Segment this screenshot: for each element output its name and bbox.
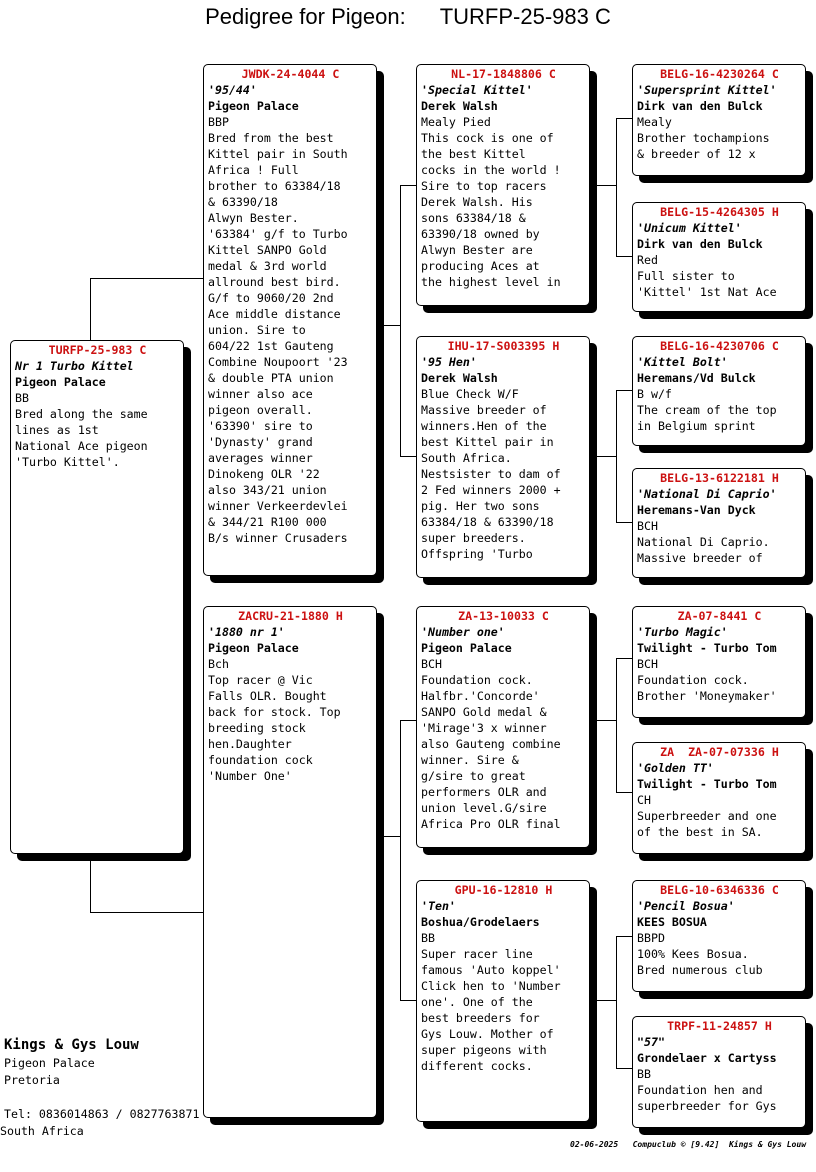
owner-loft: Pigeon Palace (4, 1056, 95, 1070)
colour: BCH (637, 657, 658, 671)
owner-country: South Africa (0, 1124, 84, 1138)
footer-credit: 02-06-2025 Compuclub © [9.42] Kings & Gys Louw (570, 1140, 807, 1149)
breeder: Dirk van den Bulck (637, 99, 763, 113)
owner-phone: Tel: 0836014863 / 0827763871 (4, 1107, 200, 1121)
pigeon-name: '1880 nr 1' (208, 625, 285, 639)
ring-number: IHU-17-S003395 H (447, 339, 560, 353)
pigeon-name: '95/44' (208, 83, 257, 97)
ring-number: BELG-10-6346336 C (660, 883, 779, 897)
breeder: Pigeon Palace (208, 641, 299, 655)
connector (90, 858, 91, 912)
ring-number: NL-17-1848806 C (451, 67, 556, 81)
connector (616, 390, 633, 391)
pigeon-card-dsd[interactable] (632, 742, 806, 854)
connector (616, 792, 633, 793)
connector (400, 720, 401, 1000)
breeder: Dirk van den Bulck (637, 237, 763, 251)
colour: B w/f (637, 387, 672, 401)
notes: Brother tochampions & breeder of 12 x (637, 131, 770, 161)
connector (616, 936, 617, 1068)
connector (616, 1068, 633, 1069)
breeder: Derek Walsh (421, 99, 498, 113)
connector (590, 185, 616, 186)
pigeon-card-subject[interactable] (10, 340, 184, 854)
owner-name: Kings & Gys Louw (4, 1037, 139, 1053)
notes: Foundation cock. Halfbr.'Concorde' SANPO Gold medal & 'Mirage'3 x winner also Gauteng combine winner. Sire & g/sire to great performers OLR and union level.G/sire Africa Pro OLR final (421, 673, 561, 831)
pigeon-name: 'Special Kittel' (421, 83, 533, 97)
connector (400, 1000, 417, 1001)
connector (616, 256, 633, 257)
colour: Mealy (637, 115, 672, 129)
pigeon-card-dam[interactable] (203, 606, 377, 1118)
pigeon-card-dam-dam[interactable] (416, 880, 590, 1122)
colour: Bch (208, 657, 229, 671)
notes: Bred along the same lines as 1st National Ace pigeon 'Turbo Kittel'. (15, 407, 148, 469)
pigeon-name: '95 Hen' (421, 355, 477, 369)
pigeon-name: 'Number one' (421, 625, 505, 639)
pigeon-name: 'Supersprint Kittel' (637, 83, 777, 97)
colour: BB (637, 1067, 651, 1081)
breeder: Pigeon Palace (208, 99, 299, 113)
notes: Foundation cock. Brother 'Moneymaker' (637, 673, 777, 703)
pigeon-card-ddd[interactable] (632, 1016, 806, 1128)
breeder: Pigeon Palace (421, 641, 512, 655)
notes: This cock is one of the best Kittel cocks in the world ! Sire to top racers Derek Walsh. His sons 63384/18 & 63390/18 owned by Alwyn Bester are producing Aces at the highest level in (421, 131, 561, 289)
ring-number: BELG-16-4230264 C (660, 67, 779, 81)
colour: BCH (637, 519, 658, 533)
connector (400, 185, 417, 186)
colour: Blue Check W/F (421, 387, 519, 401)
ring-number: BELG-16-4230706 C (660, 339, 779, 353)
pigeon-card-sds[interactable] (632, 336, 806, 446)
owner-city: Pretoria (4, 1073, 60, 1087)
connector (400, 720, 417, 721)
breeder: Grondelaer x Cartyss (637, 1051, 777, 1065)
pigeon-card-dss[interactable] (632, 606, 806, 718)
pigeon-name: 'Ten' (421, 899, 456, 913)
connector (616, 522, 633, 523)
colour: BBP (208, 115, 229, 129)
connector (90, 278, 91, 340)
pigeon-card-sss[interactable] (632, 64, 806, 176)
pigeon-card-sire-sire[interactable] (416, 64, 590, 306)
notes: Foundation hen and superbreeder for Gys (637, 1083, 777, 1113)
connector (590, 1000, 616, 1001)
connector (90, 912, 204, 913)
pigeon-name: 'Unicum Kittel' (637, 221, 742, 235)
breeder: Twilight - Turbo Tom (637, 777, 777, 791)
notes: Full sister to 'Kittel' 1st Nat Ace (637, 269, 777, 299)
pigeon-name: "57" (637, 1035, 665, 1049)
pigeon-name: 'National Di Caprio' (637, 487, 777, 501)
ring-number: JWDK-24-4044 C (241, 67, 340, 81)
colour: BCH (421, 657, 442, 671)
notes: Superbreeder and one of the best in SA. (637, 809, 777, 839)
pigeon-card-sire-dam[interactable] (416, 336, 590, 578)
breeder: Heremans/Vd Bulck (637, 371, 756, 385)
colour: BB (15, 391, 29, 405)
pigeon-card-ssd[interactable] (632, 202, 806, 312)
connector (616, 118, 617, 256)
pigeon-name: 'Turbo Magic' (637, 625, 728, 639)
ring-number: ZACRU-21-1880 H (238, 609, 343, 623)
pigeon-card-sire[interactable] (203, 64, 377, 576)
connector (616, 390, 617, 522)
colour: BBPD (637, 931, 665, 945)
ring-number: ZA ZA-07-07336 H (660, 745, 779, 759)
ring-number: BELG-13-6122181 H (660, 471, 779, 485)
connector (90, 278, 204, 279)
ring-number: BELG-15-4264305 H (660, 205, 779, 219)
breeder: Pigeon Palace (15, 375, 106, 389)
connector (400, 185, 401, 457)
page-title (0, 4, 816, 30)
pigeon-name: 'Pencil Bosua' (637, 899, 735, 913)
colour: Mealy Pied (421, 115, 491, 129)
connector (616, 936, 633, 937)
colour: CH (637, 793, 651, 807)
notes: Massive breeder of winners.Hen of the best Kittel pair in South Africa. Nestsister to dam of 2 Fed winners 2000 + pig. Her two sons 63384/18 & 63390/18 super breeders. Offspring 'Turbo (421, 403, 561, 561)
ring-number: TURFP-25-983 C (48, 343, 147, 357)
ring-number: TRPF-11-24857 H (667, 1019, 772, 1033)
owner-info (0, 1035, 200, 1140)
notes: Bred from the best Kittel pair in South Africa ! Full brother to 63384/18 & 63390/18 Alwyn Bester. '63384' g/f to Turbo Kittel SANPO Gold medal & 3rd world allround best bird. G/f to 9060/20 2nd Ace middle distance union. Sire to 604/22 1st Gauteng Combine Noupoort '23 & double PTA union winner also ace pigeon overall. '63390' sire to 'Dynasty' grand averages winner Dinokeng OLR '22 also 343/21 union winner Verkeerdevlei & 344/21 R100 000 B/s winner Crusaders (208, 131, 348, 545)
pigeon-name: 'Golden TT' (637, 761, 714, 775)
pigeon-name: Nr 1 Turbo Kittel (15, 359, 134, 373)
connector (616, 658, 633, 659)
breeder: Boshua/Grodelaers (421, 915, 540, 929)
notes: National Di Caprio. Massive breeder of (637, 535, 770, 565)
breeder: KEES BOSUA (637, 915, 707, 929)
connector (616, 118, 633, 119)
pigeon-card-sdd[interactable] (632, 468, 806, 578)
colour: Red (637, 253, 658, 267)
connector (616, 658, 617, 792)
colour: BB (421, 931, 435, 945)
notes: 100% Kees Bosua. Bred numerous club (637, 947, 763, 977)
connector (400, 456, 417, 457)
pigeon-card-dam-sire[interactable] (416, 606, 590, 848)
breeder: Derek Walsh (421, 371, 498, 385)
title-label: Pedigree for Pigeon: (205, 4, 406, 29)
pigeon-card-dds[interactable] (632, 880, 806, 992)
connector (376, 325, 400, 326)
ring-number: GPU-16-12810 H (454, 883, 553, 897)
notes: The cream of the top in Belgium sprint (637, 403, 777, 433)
ring-number: ZA-07-8441 C (677, 609, 762, 623)
notes: Super racer line famous 'Auto koppel' Click hen to 'Number one'. One of the best breeders for Gys Louw. Mother of super pigeons with different cocks. (421, 947, 561, 1073)
connector (590, 456, 616, 457)
notes: Top racer @ Vic Falls OLR. Bought back for stock. Top breeding stock hen.Daughter foundation cock 'Number One' (208, 673, 341, 783)
pigeon-name: 'Kittel Bolt' (637, 355, 728, 369)
connector (590, 720, 616, 721)
breeder: Heremans-Van Dyck (637, 503, 756, 517)
ring-number: ZA-13-10033 C (458, 609, 549, 623)
breeder: Twilight - Turbo Tom (637, 641, 777, 655)
title-ring: TURFP-25-983 C (439, 4, 611, 29)
connector (376, 836, 400, 837)
